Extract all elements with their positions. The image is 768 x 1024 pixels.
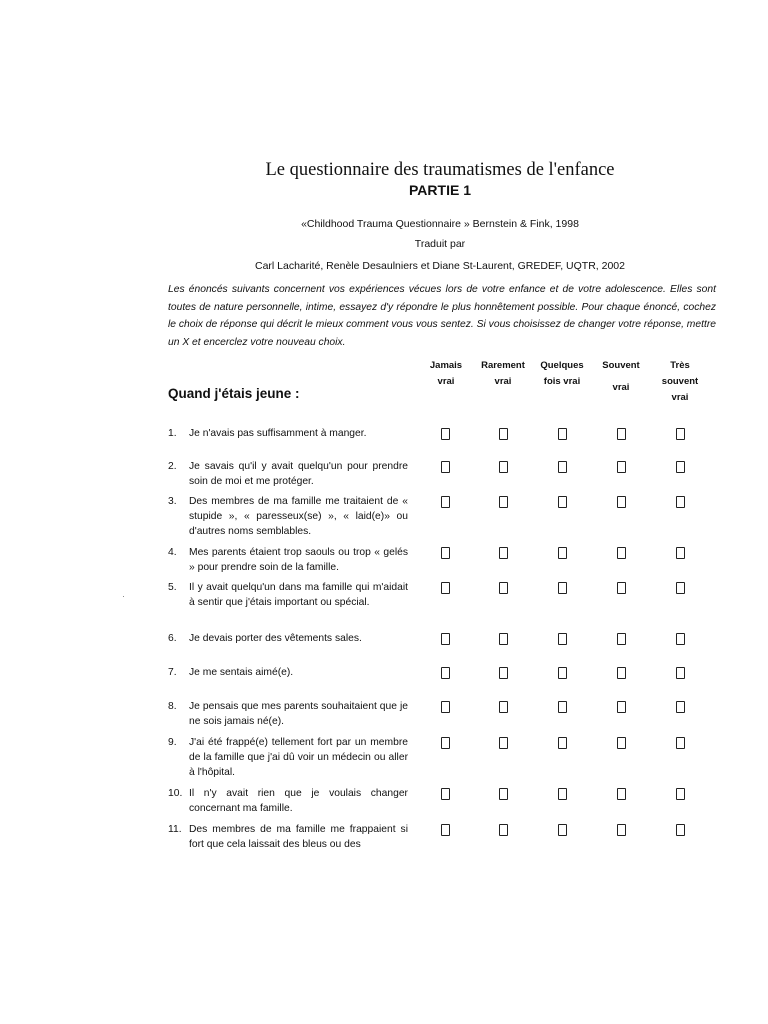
checkbox-quelques-fois-vrai[interactable] (558, 788, 567, 800)
checkbox-jamais-vrai[interactable] (441, 428, 450, 440)
checkbox-rarement-vrai[interactable] (499, 461, 508, 473)
column-header-quelques-fois-vrai (528, 358, 596, 390)
question-text: Des membres de ma famille me frappaient si fort que cela laissait des bleus ou des (189, 824, 408, 850)
question-text: Mes parents étaient trop saouls ou trop « gelés » pour prendre soin de la famille. (189, 547, 408, 573)
checkbox-rarement-vrai[interactable] (499, 547, 508, 559)
question-text: Je n'avais pas suffisamment à manger. (189, 428, 367, 439)
column-header-line: vrai (612, 382, 630, 393)
checkbox-tres-souvent-vrai[interactable] (676, 496, 685, 508)
question-number: 11. (168, 824, 182, 835)
checkbox-souvent-vrai[interactable] (617, 496, 626, 508)
column-header-line: vrai (494, 376, 512, 387)
checkbox-quelques-fois-vrai[interactable] (558, 824, 567, 836)
checkbox-jamais-vrai[interactable] (441, 633, 450, 645)
checkbox-tres-souvent-vrai[interactable] (676, 701, 685, 713)
column-header-tres-souvent-vrai (646, 358, 714, 406)
question-text: Je me sentais aimé(e). (189, 667, 294, 678)
checkbox-rarement-vrai[interactable] (499, 824, 508, 836)
checkbox-tres-souvent-vrai[interactable] (676, 633, 685, 645)
question-number: 9. (168, 737, 177, 748)
scan-speck: · (122, 591, 125, 601)
checkbox-rarement-vrai[interactable] (499, 667, 508, 679)
checkbox-jamais-vrai[interactable] (441, 824, 450, 836)
question-text: Je savais qu'il y avait quelqu'un pour prendre soin de moi et me protéger. (189, 461, 408, 487)
question-number: 7. (168, 667, 177, 678)
column-header-line: Souvent (602, 360, 640, 371)
question-number: 5. (168, 582, 177, 593)
checkbox-quelques-fois-vrai[interactable] (558, 428, 567, 440)
checkbox-quelques-fois-vrai[interactable] (558, 461, 567, 473)
column-header-line: Très (670, 360, 690, 371)
checkbox-quelques-fois-vrai[interactable] (558, 633, 567, 645)
column-header-line: vrai (437, 376, 455, 387)
checkbox-tres-souvent-vrai[interactable] (676, 824, 685, 836)
checkbox-quelques-fois-vrai[interactable] (558, 582, 567, 594)
checkbox-tres-souvent-vrai[interactable] (676, 428, 685, 440)
section-label: Quand j'étais jeune : (168, 386, 300, 401)
question-number: 10. (168, 788, 183, 799)
checkbox-quelques-fois-vrai[interactable] (558, 496, 567, 508)
checkbox-rarement-vrai[interactable] (499, 701, 508, 713)
page-subtitle: PARTIE 1 (409, 182, 471, 198)
checkbox-jamais-vrai[interactable] (441, 737, 450, 749)
checkbox-souvent-vrai[interactable] (617, 701, 626, 713)
checkbox-jamais-vrai[interactable] (441, 461, 450, 473)
checkbox-tres-souvent-vrai[interactable] (676, 667, 685, 679)
question-text: J'ai été frappé(e) tellement fort par un membre de la famille que j'ai dû voir un médecin ou aller à l'hôpital. (189, 737, 408, 778)
checkbox-souvent-vrai[interactable] (617, 667, 626, 679)
column-header-rarement-vrai (469, 358, 537, 390)
checkbox-souvent-vrai[interactable] (617, 461, 626, 473)
question-text: Il y avait quelqu'un dans ma famille qui m'aidait à sentir que j'étais important ou spécial. (189, 582, 408, 608)
checkbox-tres-souvent-vrai[interactable] (676, 461, 685, 473)
checkbox-souvent-vrai[interactable] (617, 428, 626, 440)
checkbox-jamais-vrai[interactable] (441, 496, 450, 508)
checkbox-jamais-vrai[interactable] (441, 547, 450, 559)
checkbox-rarement-vrai[interactable] (499, 633, 508, 645)
checkbox-souvent-vrai[interactable] (617, 633, 626, 645)
checkbox-tres-souvent-vrai[interactable] (676, 547, 685, 559)
checkbox-quelques-fois-vrai[interactable] (558, 667, 567, 679)
checkbox-tres-souvent-vrai[interactable] (676, 788, 685, 800)
page-title: Le questionnaire des traumatismes de l'enfance (265, 160, 615, 180)
checkbox-jamais-vrai[interactable] (441, 667, 450, 679)
instructions: Les énoncés suivants concernent vos expériences vécues lors de votre enfance et de votre adolescence. Elles sont toutes de nature personnelle, intime, essayez d'y répondre le plus honnêtement possible. Pour chaque énoncé, cochez le choix de réponse qui décrit le mieux comment vous vous sentez. Si vous choisissez de changer votre réponse, mettre un X et encerclez votre nouveau choix. (168, 284, 716, 348)
question-number: 8. (168, 701, 177, 712)
checkbox-souvent-vrai[interactable] (617, 788, 626, 800)
checkbox-souvent-vrai[interactable] (617, 824, 626, 836)
question-number: 6. (168, 633, 177, 644)
question-number: 4. (168, 547, 177, 558)
question-text: Je pensais que mes parents souhaitaient que je ne sois jamais né(e). (189, 701, 408, 727)
checkbox-rarement-vrai[interactable] (499, 788, 508, 800)
column-header-line: Rarement (481, 360, 525, 371)
checkbox-tres-souvent-vrai[interactable] (676, 737, 685, 749)
checkbox-rarement-vrai[interactable] (499, 582, 508, 594)
column-header-line: fois vrai (543, 376, 581, 387)
checkbox-souvent-vrai[interactable] (617, 737, 626, 749)
checkbox-souvent-vrai[interactable] (617, 547, 626, 559)
question-text: Il n'y avait rien que je voulais changer concernant ma famille. (189, 788, 408, 814)
checkbox-jamais-vrai[interactable] (441, 788, 450, 800)
checkbox-quelques-fois-vrai[interactable] (558, 547, 567, 559)
checkbox-tres-souvent-vrai[interactable] (676, 582, 685, 594)
translated-by: Traduit par (414, 238, 466, 250)
question-number: 2. (168, 461, 177, 472)
question-text: Je devais porter des vêtements sales. (189, 633, 362, 644)
checkbox-souvent-vrai[interactable] (617, 582, 626, 594)
question-number: 3. (168, 496, 177, 507)
checkbox-jamais-vrai[interactable] (441, 582, 450, 594)
checkbox-quelques-fois-vrai[interactable] (558, 737, 567, 749)
column-header-line: Jamais (429, 360, 463, 371)
checkbox-rarement-vrai[interactable] (499, 737, 508, 749)
question-text: Des membres de ma famille me traitaient de « stupide », « paresseux(se) », « laid(e)» ou d'autres noms semblables. (189, 496, 408, 537)
checkbox-quelques-fois-vrai[interactable] (558, 701, 567, 713)
column-header-line: vrai (671, 392, 689, 403)
checkbox-rarement-vrai[interactable] (499, 428, 508, 440)
column-header-line: Quelques (540, 360, 584, 371)
translators: Carl Lacharité, Renèle Desaulniers et Diane St-Laurent, GREDEF, UQTR, 2002 (254, 260, 625, 272)
column-header-souvent-vrai (587, 358, 655, 396)
checkbox-rarement-vrai[interactable] (499, 496, 508, 508)
source-citation: «Childhood Trauma Questionnaire » Bernstein & Fink, 1998 (301, 218, 579, 230)
checkbox-jamais-vrai[interactable] (441, 701, 450, 713)
question-number: 1. (168, 428, 177, 439)
column-header-line: souvent (661, 376, 699, 387)
